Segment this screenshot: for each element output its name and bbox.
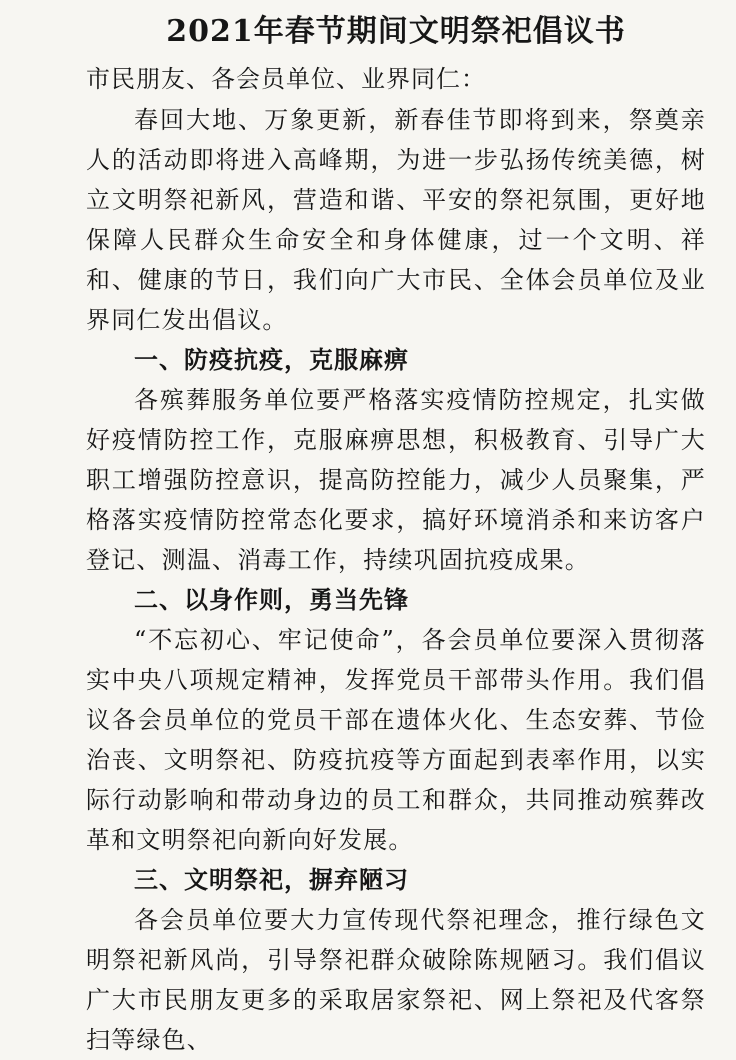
- salutation: 市民朋友、各会员单位、业界同仁：: [86, 65, 486, 93]
- section-body-3: 各会员单位要大力宣传现代祭祀理念，推行绿色文明祭祀新风尚，引导祭祀群众破除陈规陋习。我们倡议广大市民朋友更多的采取居家祭祀、网上祭祀及代客祭扫等绿色、: [86, 906, 706, 1054]
- section-heading-2: 二、以身作则，勇当先锋: [134, 585, 409, 614]
- document-title: 2021年春节期间文明祭祀倡议书: [166, 14, 626, 49]
- intro-paragraph: 春回大地、万象更新，新春佳节即将到来，祭奠亲人的活动即将进入高峰期，为进一步弘扬传统美德，树立文明祭祀新风，营造和谐、平安的祭祀氛围，更好地保障人民群众生命安全和身体健康，过一个文明、祥和、健康的节日，我们向广大市民、全体会员单位及业界同仁发出倡议。: [86, 106, 706, 334]
- section-heading-1: 一、防疫抗疫，克服麻痹: [134, 345, 409, 374]
- section-body-1: 各殡葬服务单位要严格落实疫情防控规定，扎实做好疫情防控工作，克服麻痹思想，积极教育、引导广大职工增强防控意识，提高防控能力，减少人员聚集，严格落实疫情防控常态化要求，搞好环境消杀和来访客户登记、测温、消毒工作，持续巩固抗疫成果。: [86, 386, 706, 574]
- section-body-2: “不忘初心、牢记使命”，各会员单位要深入贯彻落实中央八项规定精神，发挥党员干部带头作用。我们倡议各会员单位的党员干部在遗体火化、生态安葬、节俭治丧、文明祭祀、防疫抗疫等方面起到表率作用，以实际行动影响和带动身边的员工和群众，共同推动殡葬改革和文明祭祀向新向好发展。: [86, 626, 706, 854]
- section-heading-3: 三、文明祭祀，摒弃陋习: [134, 865, 409, 894]
